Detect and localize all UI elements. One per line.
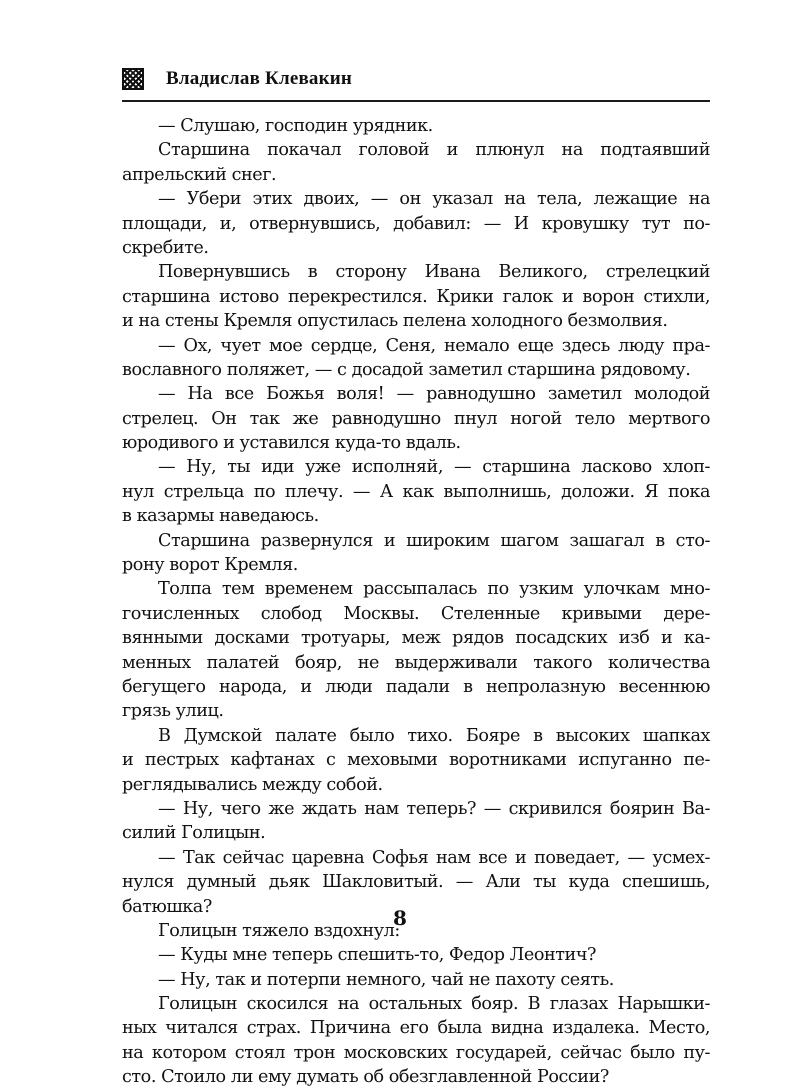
text-line: Голицын скосился на остальных бояр. В глазах Нарышки- <box>158 994 710 1015</box>
text-line: юродивого и уставился куда-то вдаль. <box>122 433 461 454</box>
text-line: сто. Стоило ли ему думать об обезглавленной России? <box>122 1067 609 1088</box>
text-line: вославного поляжет, — с досадой заметил старшина рядовому. <box>122 359 691 380</box>
text-line: и на стены Кремля опустилась пелена холодного безмолвия. <box>122 311 668 332</box>
text-line: старшина истово перекрестился. Крики галок и ворон стихли, <box>122 286 710 307</box>
text-line: ных читался страх. Причина его была видна издалека. Место, <box>122 1018 710 1039</box>
text-line: рону ворот Кремля. <box>122 555 298 576</box>
text-line: — Слушаю, господин урядник. <box>158 116 433 136</box>
text-line: гочисленных слобод Москвы. Стеленные кривыми дере- <box>122 603 710 624</box>
text-line: — Ну, чего же ждать нам теперь? — скривился боярин Ва- <box>158 798 710 819</box>
text-line: Старшина покачал головой и плюнул на подтаявший <box>158 140 710 161</box>
text-line: Толпа тем временем рассыпалась по узким улочкам мно- <box>158 579 710 600</box>
text-line: — Ну, так и потерпи немного, чай не пахоту сеять. <box>158 969 614 990</box>
text-line: площади, и, отвернувшись, добавил: — И кровушку тут по- <box>122 213 710 234</box>
text-line: В Думской палате было тихо. Бояре в высоких шапках <box>158 725 710 746</box>
body-text <box>122 114 710 1090</box>
text-line: нул стрельца по плечу. — А как выполнишь, доложи. Я пока <box>122 481 710 502</box>
text-line: Старшина развернулся и широким шагом зашагал в сто- <box>158 530 710 551</box>
text-line: бегущего народа, и люди падали в непролазную весеннюю <box>122 676 710 697</box>
text-line: — Ну, ты иди уже исполняй, — старшина ласково хлоп- <box>158 457 710 478</box>
text-line: батюшка? <box>122 896 212 917</box>
page-number: 8 <box>393 906 407 930</box>
text-line: — На все Божья воля! — равнодушно заметил молодой <box>158 384 710 405</box>
text-line: на котором стоял трон московских государей, сейчас было пу- <box>122 1042 710 1063</box>
text-line: стрелец. Он так же равнодушно пнул ногой тело мертвого <box>122 408 710 429</box>
decorative-ornament-icon <box>122 68 144 90</box>
text-line: скребите. <box>122 237 209 258</box>
text-line: — Убери этих двоих, — он указал на тела, лежащие на <box>158 189 710 210</box>
running-header <box>122 62 710 102</box>
text-line: реглядывались между собой. <box>122 774 383 795</box>
text-line: и пестрых кафтанах с меховыми воротниками испуганно пе- <box>122 750 710 771</box>
text-line: — Так сейчас царевна Софья нам все и поведает, — усмех- <box>158 847 710 868</box>
text-line: Голицын тяжело вздохнул: <box>158 920 400 941</box>
text-line: — Куды мне теперь спешить-то, Федор Леонтич? <box>158 945 596 966</box>
text-line: вянными досками тротуары, меж рядов посадских изб и ка- <box>122 628 710 649</box>
text-line: силий Голицын. <box>122 823 266 844</box>
text-line: — Ох, чует мое сердце, Сеня, немало еще здесь люду пра- <box>158 335 710 356</box>
text-line: грязь улиц. <box>122 701 224 722</box>
text-line: апрельский снег. <box>122 164 277 185</box>
text-line: в казармы наведаюсь. <box>122 506 319 527</box>
text-line: менных палатей бояр, не выдерживали такого количества <box>122 652 710 673</box>
text-line: Повернувшись в сторону Ивана Великого, стрелецкий <box>158 262 710 283</box>
author-name: Владислав Клевакин <box>166 68 353 89</box>
text-line: нулся думный дьяк Шакловитый. — Али ты куда спешишь, <box>122 872 710 893</box>
